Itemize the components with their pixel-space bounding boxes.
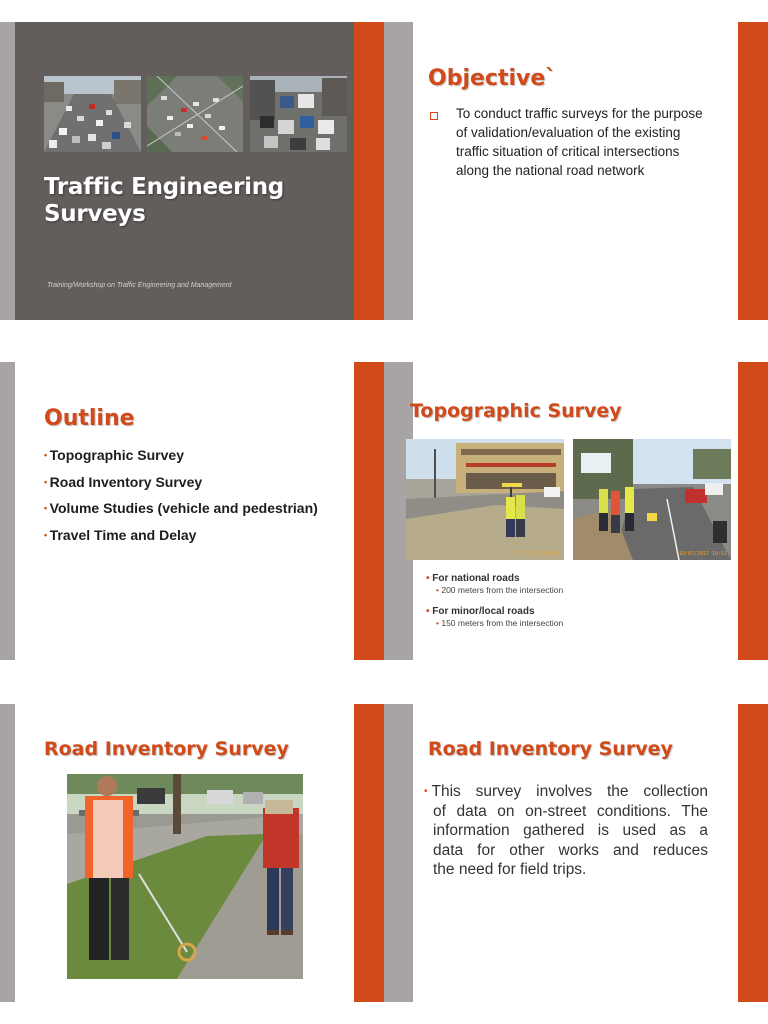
outline-item-label: Topographic Survey (49, 447, 184, 463)
orange-strip (354, 362, 384, 660)
photo-timestamp: 10/07/2017 14:11 (511, 551, 560, 557)
list-item: • Topographic Survey (44, 447, 184, 463)
slide-title: Objective` (428, 66, 557, 91)
orange-strip (738, 22, 768, 320)
outline-item-label: Road Inventory Survey (49, 473, 203, 490)
slide-6-road-inventory-text (398, 704, 768, 1002)
description-line: the need for field trips. (433, 861, 587, 878)
distance-list (426, 572, 563, 629)
bullet-icon: • (424, 786, 428, 797)
bullet-sub-label: 200 meters from the intersection (441, 585, 564, 595)
list-item: • 200 meters from the intersection (436, 585, 564, 595)
slide-title: Road Inventory Survey (44, 738, 289, 760)
slide-title: Topographic Survey (410, 400, 622, 422)
photo-timestamp: 10/07/2017 10:51 (678, 551, 727, 557)
slide-5-road-inventory (0, 704, 398, 1002)
slide-title: Outline (44, 406, 135, 431)
list-item: • For national roads (426, 573, 520, 584)
outline-item-label: Volume Studies (vehicle and pedestrian) (49, 500, 318, 516)
road-inventory-photo (67, 774, 303, 979)
gray-strip (0, 22, 15, 320)
slide-1-title (0, 22, 398, 320)
traffic-photo-2 (147, 76, 243, 152)
gray-strip (0, 704, 15, 1002)
list-item: • Travel Time and Delay (44, 526, 197, 543)
gray-strip (384, 22, 398, 320)
description-line: data for other works and reduces (433, 841, 708, 859)
gray-strip (398, 22, 413, 320)
gray-strip (0, 362, 15, 660)
title-line-1: Traffic Engineering (44, 174, 284, 200)
presentation-title (44, 174, 284, 228)
slide-3-outline (0, 362, 398, 660)
title-line-2: Surveys (44, 201, 146, 227)
gray-strip (384, 362, 398, 660)
objective-line: To conduct traffic surveys for the purpose (456, 106, 703, 121)
gray-strip (398, 704, 413, 1002)
list-item: • Road Inventory Survey (44, 473, 203, 490)
survey-photo-1 (406, 439, 564, 560)
description-text (424, 782, 708, 880)
description-line: of data on on-street conditions. The (433, 802, 708, 820)
outline-item-label: Travel Time and Delay (49, 526, 197, 543)
objective-line: traffic situation of critical intersections (456, 144, 680, 159)
slide-title: Road Inventory Survey (428, 738, 673, 760)
description-line (424, 782, 708, 802)
list-item: • 150 meters from the intersection (436, 618, 564, 628)
orange-strip (354, 704, 384, 1002)
list-item: • For minor/local roads (426, 606, 535, 617)
slide-footer: Training/Workshop on Traffic Engineering and Management (47, 282, 232, 289)
bullet-label: For national roads (432, 573, 520, 584)
objective-line: of validation/evaluation of the existing (456, 125, 681, 140)
description-line-text: This survey involves the collection (431, 783, 708, 800)
checkbox-square-icon (430, 112, 438, 120)
slide-4-topographic-survey (398, 362, 768, 660)
survey-photo-2 (573, 439, 731, 560)
outline-list (44, 442, 318, 548)
slide-2-objective (398, 22, 768, 320)
orange-strip (738, 362, 768, 660)
objective-line: along the national road network (456, 163, 645, 178)
bullet-label: For minor/local roads (432, 606, 535, 617)
orange-strip (354, 22, 384, 320)
description-line: information gathered is used as a (433, 822, 708, 839)
traffic-photo-3 (250, 76, 347, 152)
list-item: • Volume Studies (vehicle and pedestrian) (44, 500, 318, 516)
objective-text (456, 104, 703, 180)
traffic-photo-1 (44, 76, 141, 152)
bullet-sub-label: 150 meters from the intersection (441, 618, 564, 628)
gray-strip (384, 704, 398, 1002)
orange-strip (738, 704, 768, 1002)
